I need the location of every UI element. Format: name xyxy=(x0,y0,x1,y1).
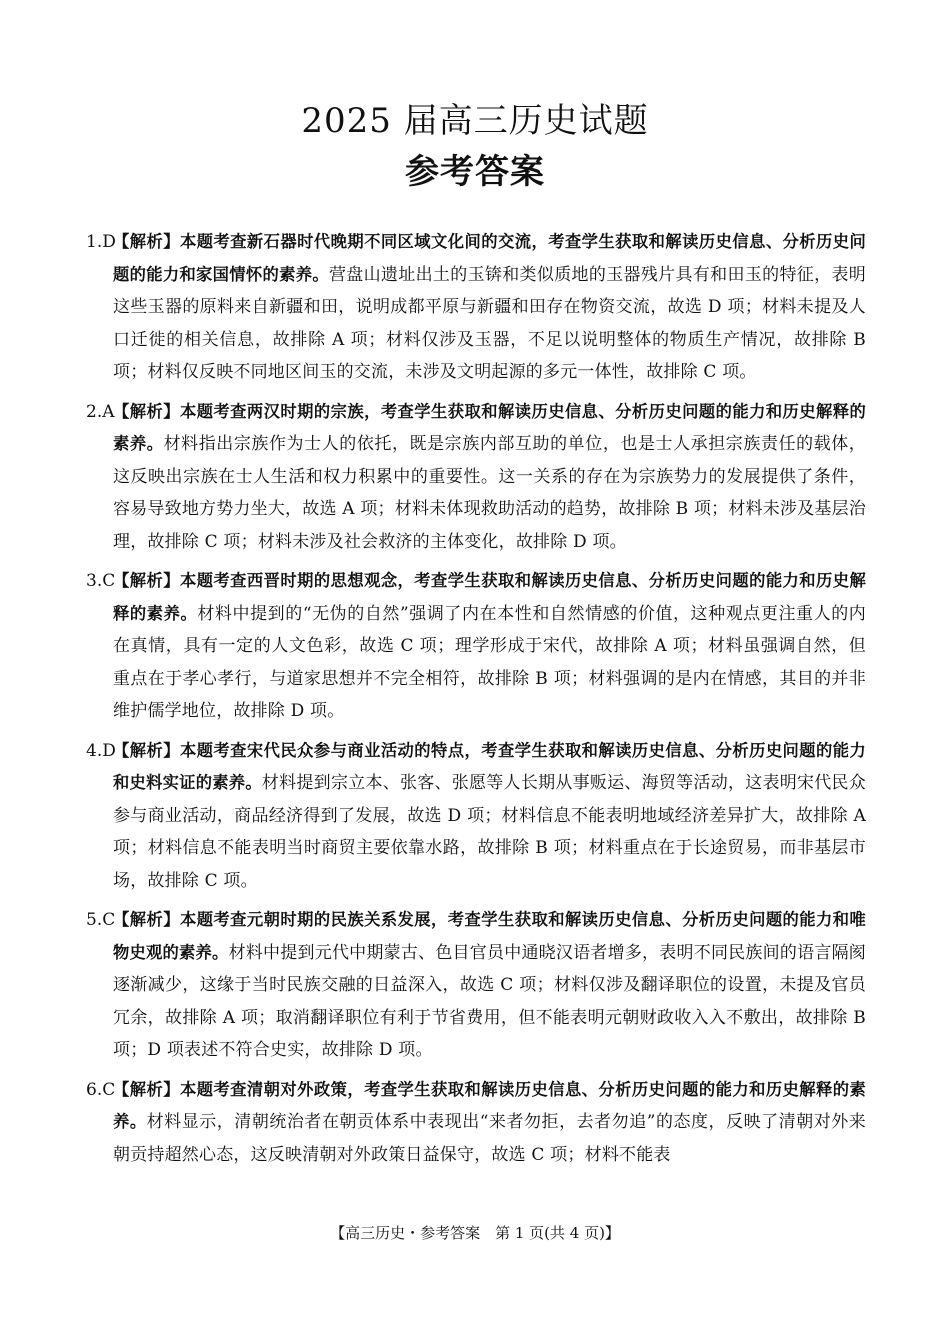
explanation-text: 营盘山遗址出土的玉锛和类似质地的玉器残片具有和田玉的特征，表明这些玉器的原料来自新疆和田，说明成都平原与新疆和田存在物资交流，故选 D 项；材料未提及人口迁徙的相关信息，故排除 A 项；材料仅涉及玉器，不足以说明整体的物质生产情况，故排除 B 项；材料仅反映不同地区间玉的交流，未涉及文明起源的多元一体性，故排除 C 项。 xyxy=(113,264,866,382)
answer-explanation xyxy=(113,735,866,898)
answer-item-1 xyxy=(86,226,866,389)
answer-explanation xyxy=(113,565,866,728)
answer-item-3 xyxy=(86,565,866,728)
explanation-text: 材料中提到的“无伪的自然”强调了内在本性和自然情感的价值，这种观点更注重人的内在真情，具有一定的人文色彩，故选 C 项；理学形成于宋代，故排除 A 项；材料虽强调自然，但重点在于孝心孝行，与道家思想并不完全相符，故排除 B 项；材料强调的是内在情感，其目的并非维护儒学地位，故排除 D 项。 xyxy=(113,603,866,721)
explanation-lead: 【解析】本题考查两汉时期的宗族，考查学生获取和解读历史信息、分析历史问题的能力和历史解释的素养。 xyxy=(113,401,866,453)
answer-explanation xyxy=(113,396,866,559)
answer-key-heading: 参考答案 xyxy=(405,152,545,192)
answer-number: 6.C xyxy=(86,1079,116,1100)
answer-number: 4.D xyxy=(86,740,116,761)
answer-explanation xyxy=(113,226,866,389)
explanation-lead: 【解析】本题考查西晋时期的思想观念，考查学生获取和解读历史信息、分析历史问题的能力和历史解释的素养。 xyxy=(113,571,866,623)
explanation-text: 材料指出宗族作为士人的依托，既是宗族内部互助的单位，也是士人承担宗族责任的载体，这反映出宗族在士人生活和权力积累中的重要性。这一关系的存在为宗族势力的发展提供了条件，容易导致地方势力坐大，故选 A 项；材料未体现救助活动的趋势，故排除 B 项；材料未涉及基层治理，故排除 C 项；材料未涉及社会救济的主体变化，故排除 D 项。 xyxy=(113,434,866,552)
answer-number: 1.D xyxy=(86,232,116,252)
answer-explanation xyxy=(113,904,866,1067)
explanation-text: 材料提到宗立本、张客、张愿等人长期从事贩运、海贸等活动，这表明宋代民众参与商业活动，商品经济得到了发展，故选 D 项；材料信息不能表明地域经济差异扩大，故排除 A 项；材料信息不能表明当时商贸主要依靠水路，故排除 B 项；材料重点在于长途贸易，而非基层市场，故排除 C 项。 xyxy=(113,773,866,891)
explanation-lead: 【解析】本题考查清朝对外政策，考查学生获取和解读历史信息、分析历史问题的能力和历史解释的素养。 xyxy=(113,1079,866,1131)
page-footer: 【高三历史・参考答案 第 1 页(共 4 页)】 xyxy=(330,1224,620,1242)
answer-item-4 xyxy=(86,735,866,898)
answer-number: 5.C xyxy=(86,910,116,930)
explanation-lead: 【解析】本题考查宋代民众参与商业活动的特点，考查学生获取和解读历史信息、分析历史问题的能力和史料实证的素养。 xyxy=(113,740,866,792)
answer-list xyxy=(86,226,866,1178)
answer-explanation xyxy=(113,1074,866,1172)
answer-number: 2.A xyxy=(86,401,115,422)
explanation-text: 材料显示，清朝统治者在朝贡体系中表现出“来者勿拒，去者勿追”的态度，反映了清朝对外来朝贡持超然心态，这反映清朝对外政策日益保守，故选 C 项；材料不能表 xyxy=(113,1112,867,1165)
answer-item-6 xyxy=(86,1074,866,1172)
answer-item-5 xyxy=(86,904,866,1067)
explanation-lead: 【解析】本题考查元朝时期的民族关系发展，考查学生获取和解读历史信息、分析历史问题的能力和唯物史观的素养。 xyxy=(113,910,866,962)
explanation-lead: 【解析】本题考查新石器时代晚期不同区域文化间的交流，考查学生获取和解读历史信息、分析历史问题的能力和家国情怀的素养。 xyxy=(113,232,866,284)
explanation-text: 材料中提到元代中期蒙古、色目官员中通晓汉语者增多，表明不同民族间的语言隔阂逐渐减少，这缘于当时民族交融的日益深入，故选 C 项；材料仅涉及翻译职位的设置，未提及官员冗余，故排除 A 项；取消翻译职位有利于节省费用，但不能表明元朝财政收入入不敷出，故排除 B 项；D 项表述不符合史实，故排除 D 项。 xyxy=(113,942,866,1060)
answer-item-2 xyxy=(86,396,866,559)
answer-number: 3.C xyxy=(86,571,116,591)
exam-title: 2025 届高三历史试题 xyxy=(301,101,649,141)
